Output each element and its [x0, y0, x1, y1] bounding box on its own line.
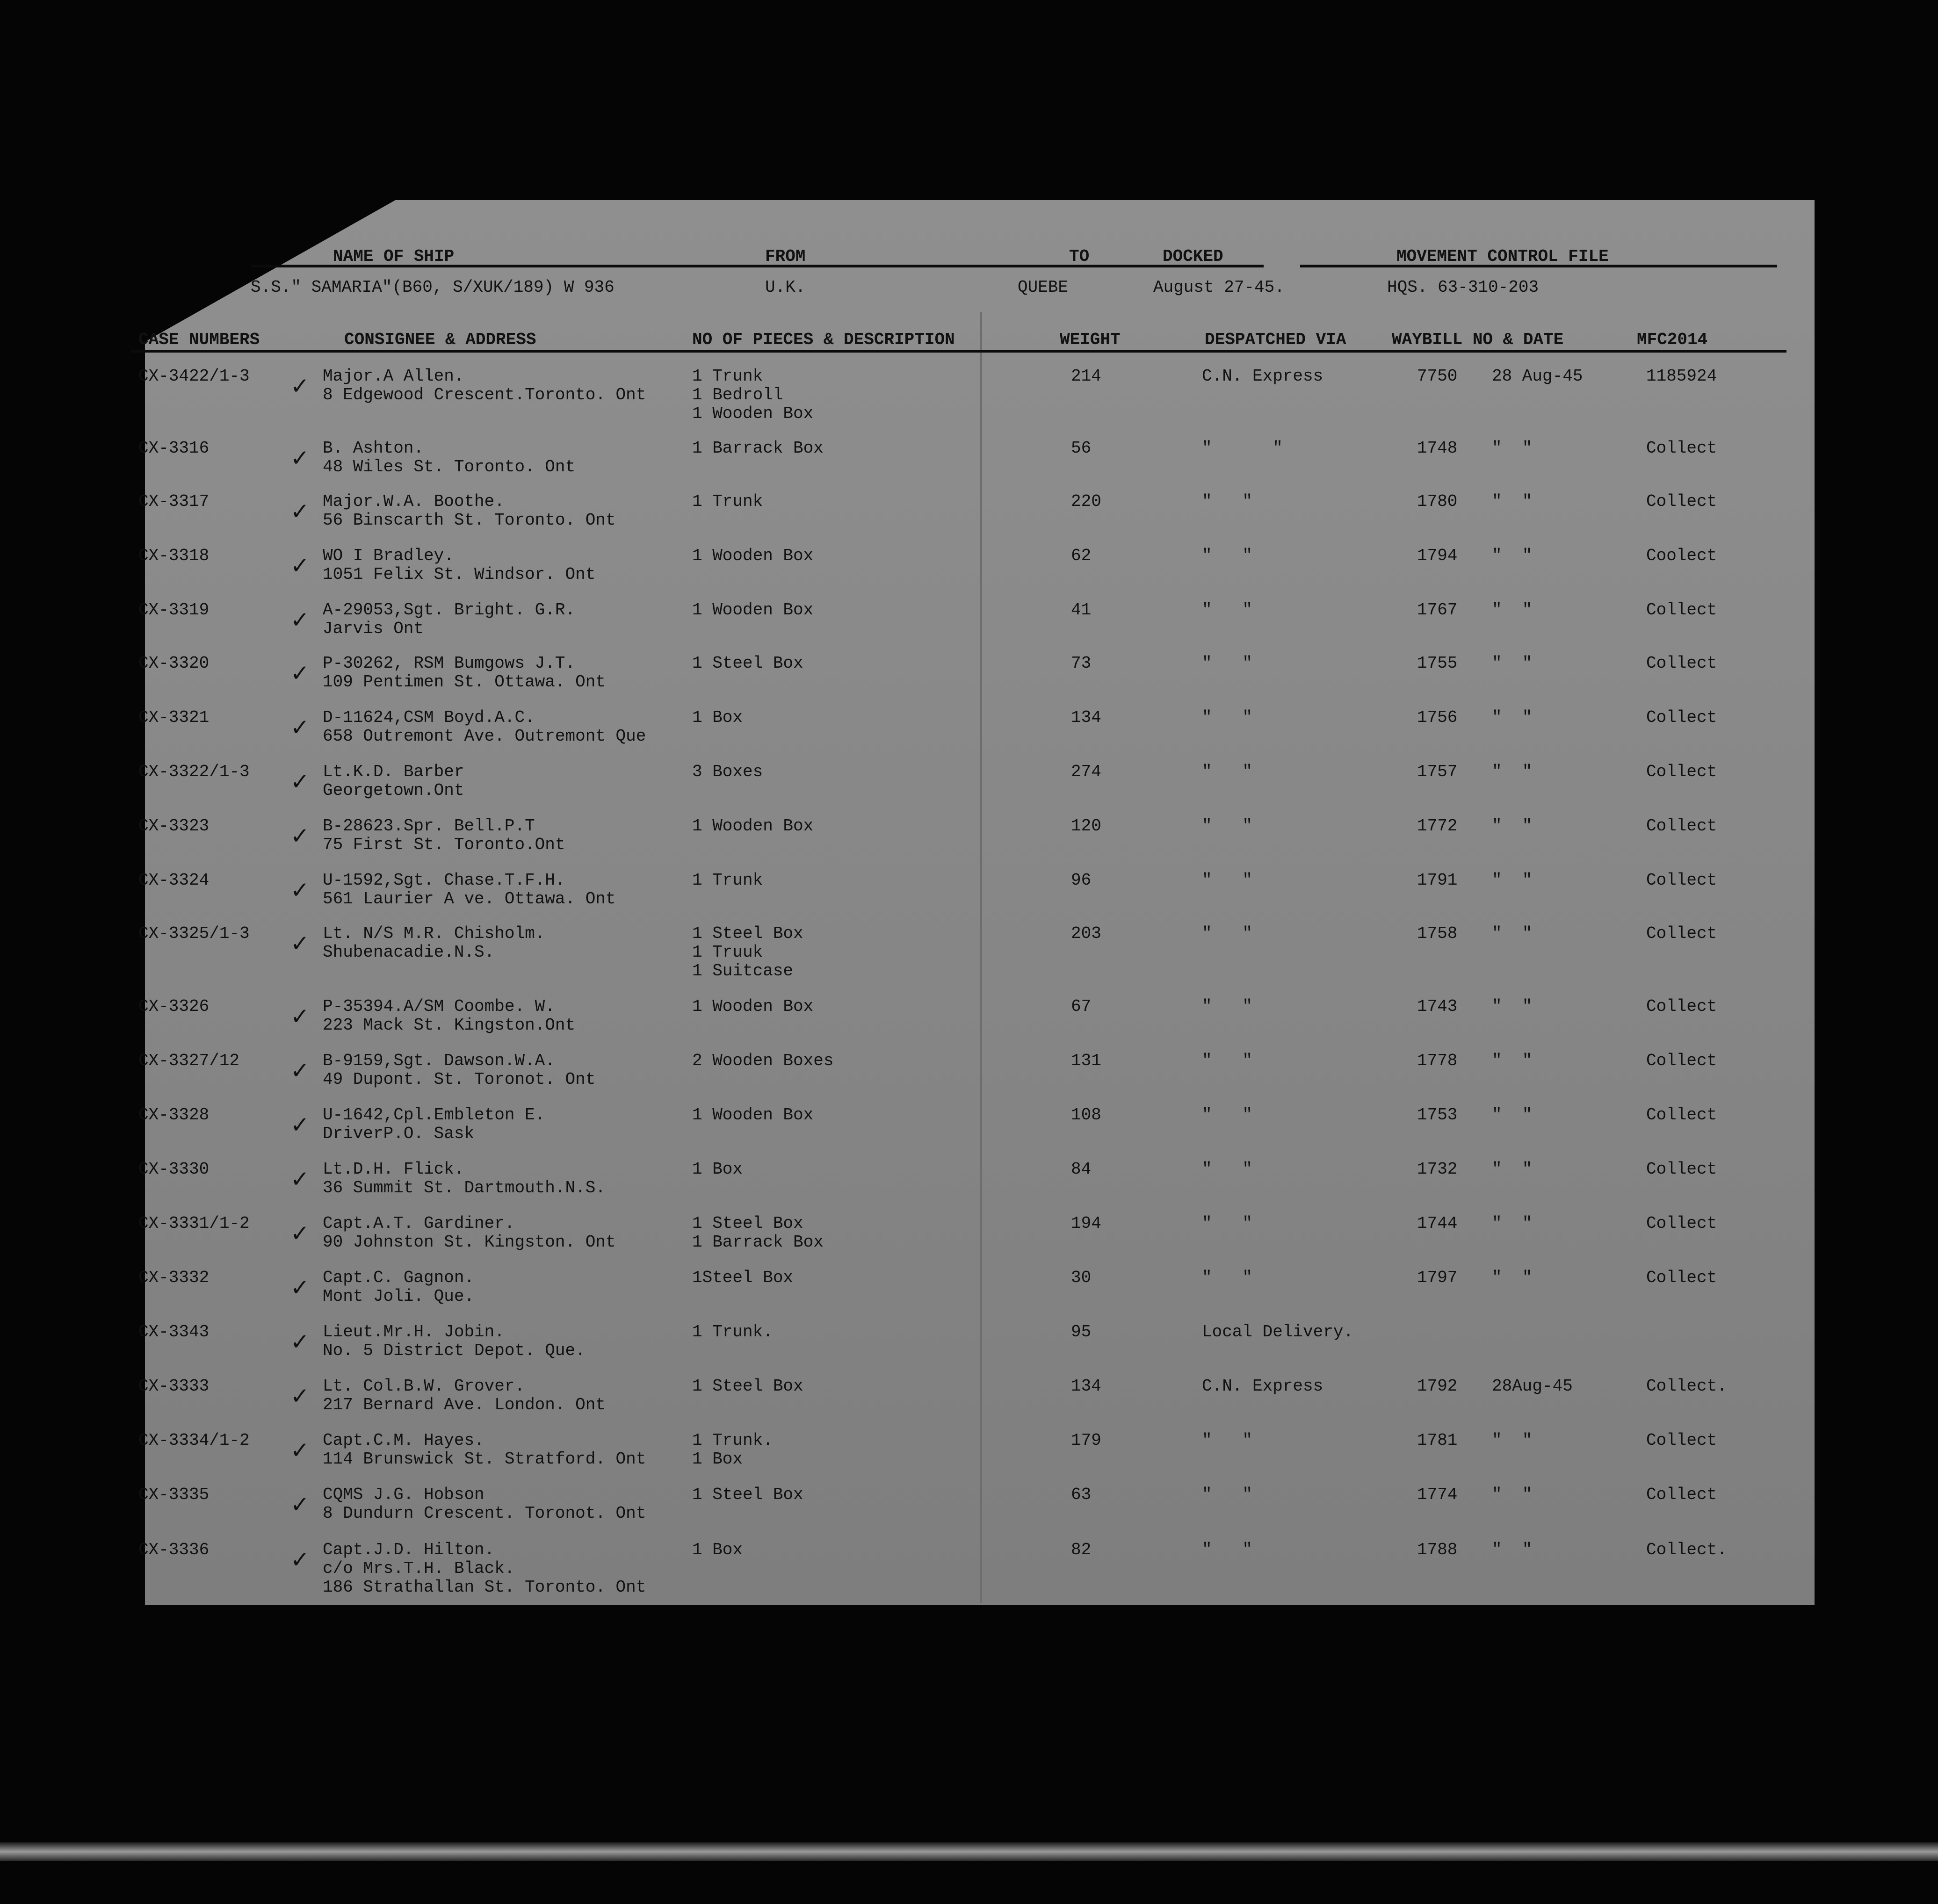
waybill-date: " " [1492, 654, 1533, 673]
piece-line: 1 Truuk [692, 943, 763, 962]
mfc-status: Collect [1646, 439, 1717, 458]
mfc-status: Collect [1646, 1160, 1717, 1179]
consignee-line: U-1642,Cpl.Embleton E. [323, 1105, 545, 1125]
case-number: CX-3332 [138, 1268, 210, 1287]
weight: 203 [1071, 924, 1101, 943]
piece-line: 1 Steel Box [692, 924, 803, 943]
piece-line: 1 Barrack Box [692, 439, 824, 458]
case-number: CX-3318 [138, 546, 210, 565]
piece-line: 1 Box [692, 1450, 743, 1469]
checkmark-icon: ✓ [292, 1546, 308, 1576]
waybill-date: " " [1492, 997, 1533, 1016]
consignee-line: 1051 Felix St. Windsor. Ont [323, 565, 596, 584]
piece-line: 1 Trunk [692, 871, 763, 890]
consignee-line: Mont Joli. Que. [323, 1287, 475, 1306]
waybill-date: " " [1492, 600, 1533, 620]
weight: 274 [1071, 762, 1101, 781]
consignee-line: 36 Summit St. Dartmouth.N.S. [323, 1178, 606, 1197]
piece-line: 1 Trunk. [692, 1322, 773, 1341]
consignee-line: Shubenacadie.N.S. [323, 943, 495, 962]
consignee-line: 56 Binscarth St. Toronto. Ont [323, 511, 616, 530]
waybill-number: 1772 [1417, 816, 1458, 836]
mfc-status: Collect [1646, 654, 1717, 673]
waybill-date: " " [1492, 871, 1533, 890]
weight: 41 [1071, 600, 1092, 620]
weight: 214 [1071, 367, 1101, 386]
checkmark-icon: ✓ [292, 1436, 308, 1466]
col-mfc: MFC2014 [1637, 330, 1708, 349]
col-case-numbers: CASE NUMBERS [138, 330, 260, 349]
mfc-status: Collect [1646, 1431, 1717, 1450]
consignee-line: B-9159,Sgt. Dawson.W.A. [323, 1051, 555, 1070]
waybill-number: 1791 [1417, 871, 1458, 890]
waybill-number: 1755 [1417, 654, 1458, 673]
case-number: CX-3334/1-2 [138, 1431, 250, 1450]
consignee-line: Lt.D.H. Flick. [323, 1160, 464, 1179]
piece-line: 1 Steel Box [692, 1214, 803, 1233]
piece-line: 1 Wooden Box [692, 997, 814, 1016]
mfc-status: Collect [1646, 492, 1717, 511]
col-waybill: WAYBILL NO & DATE [1392, 330, 1564, 349]
checkmark-icon: ✓ [292, 498, 308, 527]
to-label: TO [1069, 247, 1090, 266]
consignee-line: A-29053,Sgt. Bright. G.R. [323, 600, 576, 620]
case-number: CX-3324 [138, 871, 210, 890]
consignee-line: 49 Dupont. St. Toronot. Ont [323, 1070, 596, 1089]
case-number: CX-3327/12 [138, 1051, 240, 1070]
weight: 96 [1071, 871, 1092, 890]
despatched-via: " " [1202, 546, 1253, 565]
piece-line: 1 Steel Box [692, 654, 803, 673]
to-value: QUEBE [1018, 278, 1069, 297]
checkmark-icon: ✓ [292, 1057, 308, 1087]
consignee-line: 186 Strathallan St. Toronto. Ont [323, 1578, 646, 1597]
mfc-status: Collect [1646, 1051, 1717, 1070]
case-number: CX-3323 [138, 816, 210, 836]
mfc-status: Collect [1646, 600, 1717, 620]
checkmark-icon: ✓ [292, 1328, 308, 1358]
checkmark-icon: ✓ [292, 822, 308, 852]
checkmark-icon: ✓ [292, 768, 308, 798]
waybill-number: 1748 [1417, 439, 1458, 458]
piece-line: 1 Bedroll [692, 385, 783, 404]
from-value: U.K. [765, 278, 806, 297]
from-label: FROM [765, 247, 806, 266]
piece-line: 1 Steel Box [692, 1377, 803, 1396]
mfc-status: Collect [1646, 762, 1717, 781]
weight: 63 [1071, 1485, 1092, 1504]
despatched-via: " " [1202, 654, 1253, 673]
consignee-line: B-28623.Spr. Bell.P.T [323, 816, 535, 836]
waybill-number: 1744 [1417, 1214, 1458, 1233]
waybill-number: 1781 [1417, 1431, 1458, 1450]
piece-line: 2 Wooden Boxes [692, 1051, 834, 1070]
consignee-line: No. 5 District Depot. Que. [323, 1341, 586, 1360]
consignee-line: 217 Bernard Ave. London. Ont [323, 1395, 606, 1414]
case-number: CX-3328 [138, 1105, 210, 1125]
docked-value: August 27-45. [1153, 278, 1285, 297]
case-number: CX-3320 [138, 654, 210, 673]
consignee-line: 109 Pentimen St. Ottawa. Ont [323, 672, 606, 692]
col-pieces: NO OF PIECES & DESCRIPTION [692, 330, 955, 349]
despatched-via: C.N. Express [1202, 1377, 1323, 1396]
weight: 95 [1071, 1322, 1092, 1341]
waybill-date: " " [1492, 1540, 1533, 1559]
consignee-line: DriverP.O. Sask [323, 1124, 475, 1143]
waybill-date: " " [1492, 708, 1533, 727]
consignee-line: Capt.J.D. Hilton. [323, 1540, 495, 1559]
waybill-date: " " [1492, 816, 1533, 836]
checkmark-icon: ✓ [292, 1491, 308, 1521]
case-number: CX-3335 [138, 1485, 210, 1504]
waybill-date: " " [1492, 1214, 1533, 1233]
piece-line: 1 Steel Box [692, 1485, 803, 1504]
checkmark-icon: ✓ [292, 930, 308, 959]
consignee-line: CQMS J.G. Hobson [323, 1485, 484, 1504]
consignee-line: 75 First St. Toronto.Ont [323, 835, 565, 854]
consignee-line: 48 Wiles St. Toronto. Ont [323, 457, 576, 476]
consignee-line: Capt.A.T. Gardiner. [323, 1214, 515, 1233]
despatched-via: " " [1202, 1214, 1253, 1233]
consignee-line: 223 Mack St. Kingston.Ont [323, 1016, 576, 1035]
piece-line: 1 Trunk [692, 492, 763, 511]
weight: 120 [1071, 816, 1101, 836]
consignee-line: P-35394.A/SM Coombe. W. [323, 997, 555, 1016]
despatched-via: C.N. Express [1202, 367, 1323, 386]
consignee-line: Jarvis Ont [323, 619, 424, 638]
consignee-line: Lt.K.D. Barber [323, 762, 464, 781]
piece-line: 1 Suitcase [692, 961, 794, 981]
despatched-via: " " [1202, 600, 1253, 620]
despatched-via: " " [1202, 762, 1253, 781]
waybill-date: 28Aug-45 [1492, 1377, 1573, 1396]
mfc-status: Coolect [1646, 546, 1717, 565]
waybill-number: 1767 [1417, 600, 1458, 620]
ship-name: S.S." SAMARIA"(B60, S/XUK/189) W 936 [251, 278, 615, 297]
mfc-status: Collect [1646, 1214, 1717, 1233]
consignee-line: Lt. Col.B.W. Grover. [323, 1377, 525, 1396]
checkmark-icon: ✓ [292, 1165, 308, 1195]
piece-line: 1 Wooden Box [692, 600, 814, 620]
case-number: CX-3333 [138, 1377, 210, 1396]
case-number: CX-3322/1-3 [138, 762, 250, 781]
weight: 62 [1071, 546, 1092, 565]
despatched-via: " " [1202, 1268, 1253, 1287]
despatched-via: " " [1202, 1431, 1253, 1450]
mfc-status: Collect [1646, 871, 1717, 890]
consignee-line: c/o Mrs.T.H. Black. [323, 1559, 515, 1578]
case-number: CX-3319 [138, 600, 210, 620]
weight: 134 [1071, 708, 1101, 727]
checkmark-icon: ✓ [292, 1002, 308, 1032]
waybill-number: 1780 [1417, 492, 1458, 511]
piece-line: 1 Wooden Box [692, 404, 814, 423]
file-value: HQS. 63-310-203 [1387, 278, 1539, 297]
weight: 194 [1071, 1214, 1101, 1233]
mfc-status: Collect. [1646, 1540, 1727, 1559]
piece-line: 1 Wooden Box [692, 1105, 814, 1125]
despatched-via: " " [1202, 924, 1253, 943]
weight: 108 [1071, 1105, 1101, 1125]
waybill-number: 1753 [1417, 1105, 1458, 1125]
case-number: CX-3325/1-3 [138, 924, 250, 943]
mfc-status: Collect [1646, 1485, 1717, 1504]
consignee-line: Capt.C.M. Hayes. [323, 1431, 484, 1450]
despatched-via: Local Delivery. [1202, 1322, 1354, 1341]
waybill-date: " " [1492, 1105, 1533, 1125]
checkmark-icon: ✓ [292, 714, 308, 743]
weight: 134 [1071, 1377, 1101, 1396]
waybill-number: 7750 [1417, 367, 1458, 386]
weight: 73 [1071, 654, 1092, 673]
col-weight: WEIGHT [1060, 330, 1121, 349]
case-number: CX-3317 [138, 492, 210, 511]
checkmark-icon: ✓ [292, 606, 308, 636]
waybill-number: 1743 [1417, 997, 1458, 1016]
piece-line: 1 Box [692, 708, 743, 727]
case-number: CX-3422/1-3 [138, 367, 250, 386]
despatched-via: " " [1202, 816, 1253, 836]
consignee-line: 8 Edgewood Crescent.Toronto. Ont [323, 385, 646, 404]
piece-line: 1 Wooden Box [692, 546, 814, 565]
piece-line: 1 Wooden Box [692, 816, 814, 836]
case-number: CX-3330 [138, 1160, 210, 1179]
page-fold [980, 312, 982, 1603]
waybill-number: 1792 [1417, 1377, 1458, 1396]
col-despatched: DESPATCHED VIA [1205, 330, 1346, 349]
consignee-line: Major.W.A. Boothe. [323, 492, 505, 511]
despatched-via: " " [1202, 1160, 1253, 1179]
despatched-via: " " [1202, 871, 1253, 890]
despatched-via: " " [1202, 708, 1253, 727]
despatched-via: " " [1202, 439, 1283, 458]
waybill-date: " " [1492, 762, 1533, 781]
name-of-ship-label: NAME OF SHIP [333, 247, 455, 266]
mfc-status: Collect [1646, 708, 1717, 727]
weight: 67 [1071, 997, 1092, 1016]
piece-line: 3 Boxes [692, 762, 763, 781]
waybill-date: " " [1492, 1268, 1533, 1287]
waybill-date: " " [1492, 1160, 1533, 1179]
waybill-number: 1797 [1417, 1268, 1458, 1287]
waybill-date: " " [1492, 439, 1533, 458]
waybill-number: 1778 [1417, 1051, 1458, 1070]
consignee-line: Lieut.Mr.H. Jobin. [323, 1322, 505, 1341]
checkmark-icon: ✓ [292, 1219, 308, 1249]
weight: 30 [1071, 1268, 1092, 1287]
waybill-date: " " [1492, 1431, 1533, 1450]
checkmark-icon: ✓ [292, 659, 308, 689]
waybill-number: 1757 [1417, 762, 1458, 781]
case-number: CX-3326 [138, 997, 210, 1016]
scan-edge [0, 1842, 1938, 1861]
mfc-status: Collect. [1646, 1377, 1727, 1396]
despatched-via: " " [1202, 1540, 1253, 1559]
waybill-number: 1794 [1417, 546, 1458, 565]
column-header-rule [131, 350, 1786, 353]
checkmark-icon: ✓ [292, 1382, 308, 1412]
piece-line: 1 Barrack Box [692, 1233, 824, 1252]
despatched-via: " " [1202, 1485, 1253, 1504]
consignee-line: Georgetown.Ont [323, 781, 464, 800]
checkmark-icon: ✓ [292, 444, 308, 474]
piece-line: 1Steel Box [692, 1268, 794, 1287]
consignee-line: 8 Dundurn Crescent. Toronot. Ont [323, 1504, 646, 1523]
waybill-number: 1732 [1417, 1160, 1458, 1179]
checkmark-icon: ✓ [292, 552, 308, 582]
consignee-line: B. Ashton. [323, 439, 424, 458]
waybill-date: " " [1492, 492, 1533, 511]
weight: 220 [1071, 492, 1101, 511]
col-consignee: CONSIGNEE & ADDRESS [344, 330, 536, 349]
mfc-status: Collect [1646, 816, 1717, 836]
movement-control-file-label: MOVEMENT CONTROL FILE [1396, 247, 1609, 266]
weight: 179 [1071, 1431, 1101, 1450]
case-number: CX-3336 [138, 1540, 210, 1559]
despatched-via: " " [1202, 1051, 1253, 1070]
consignee-line: 561 Laurier A ve. Ottawa. Ont [323, 889, 616, 909]
mfc-status: Collect [1646, 924, 1717, 943]
weight: 82 [1071, 1540, 1092, 1559]
consignee-line: D-11624,CSM Boyd.A.C. [323, 708, 535, 727]
despatched-via: " " [1202, 1105, 1253, 1125]
docked-label: DOCKED [1163, 247, 1223, 266]
case-number: CX-3316 [138, 439, 210, 458]
waybill-number: 1758 [1417, 924, 1458, 943]
consignee-line: 658 Outremont Ave. Outremont Que [323, 727, 646, 746]
piece-line: 1 Box [692, 1540, 743, 1559]
waybill-number: 1756 [1417, 708, 1458, 727]
consignee-line: Major.A Allen. [323, 367, 464, 386]
piece-line: 1 Trunk [692, 367, 763, 386]
consignee-line: 90 Johnston St. Kingston. Ont [323, 1233, 616, 1252]
checkmark-icon: ✓ [292, 1111, 308, 1141]
consignee-line: U-1592,Sgt. Chase.T.F.H. [323, 871, 565, 890]
waybill-number: 1774 [1417, 1485, 1458, 1504]
consignee-line: 114 Brunswick St. Stratford. Ont [323, 1450, 646, 1469]
waybill-date: " " [1492, 546, 1533, 565]
piece-line: 1 Trunk. [692, 1431, 773, 1450]
consignee-line: Capt.C. Gagnon. [323, 1268, 475, 1287]
waybill-number: 1788 [1417, 1540, 1458, 1559]
despatched-via: " " [1202, 492, 1253, 511]
case-number: CX-3321 [138, 708, 210, 727]
waybill-date: 28 Aug-45 [1492, 367, 1583, 386]
consignee-line: P-30262, RSM Bumgows J.T. [323, 654, 576, 673]
case-number: CX-3343 [138, 1322, 210, 1341]
mfc-status: Collect [1646, 1268, 1717, 1287]
mfc-status: Collect [1646, 997, 1717, 1016]
case-number: CX-3331/1-2 [138, 1214, 250, 1233]
consignee-line: WO I Bradley. [323, 546, 454, 565]
checkmark-icon: ✓ [292, 372, 308, 402]
checkmark-icon: ✓ [292, 1274, 308, 1304]
weight: 84 [1071, 1160, 1092, 1179]
despatched-via: " " [1202, 997, 1253, 1016]
waybill-date: " " [1492, 924, 1533, 943]
mfc-status: Collect [1646, 1105, 1717, 1125]
piece-line: 1 Box [692, 1160, 743, 1179]
waybill-date: " " [1492, 1051, 1533, 1070]
mfc-status: 1185924 [1646, 367, 1717, 386]
weight: 131 [1071, 1051, 1101, 1070]
waybill-date: " " [1492, 1485, 1533, 1504]
checkmark-icon: ✓ [292, 876, 308, 906]
weight: 56 [1071, 439, 1092, 458]
consignee-line: Lt. N/S M.R. Chisholm. [323, 924, 545, 943]
